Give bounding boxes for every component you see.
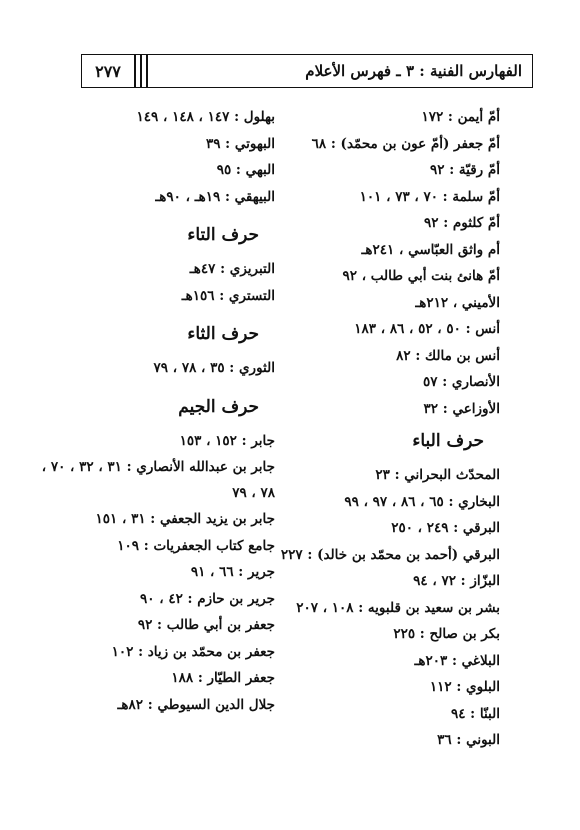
index-entry: أنس بن مالك : ٨٢ <box>396 347 500 364</box>
index-entry: أمّ سلمة : ٧٠ ، ٧٣ ، ١٠١ <box>359 188 500 205</box>
index-entry: البخاري : ٦٥ ، ٨٦ ، ٩٧ ، ٩٩ <box>344 493 500 510</box>
index-entry: البلاغي : ٢٠٣هـ <box>414 652 500 669</box>
section-heading-jim: حرف الجيم <box>178 396 259 417</box>
index-entry: أمّ أيمن : ١٧٢ <box>421 109 500 125</box>
index-entry: أمّ هانئ بنت أبي طالب ، ٩٢ <box>342 268 500 284</box>
index-entry: أم واثق العبّاسي ، ٢٤١هـ <box>361 241 500 258</box>
index-entry: البلوي : ١١٢ <box>429 679 500 695</box>
index-entry: البنّا : ٩٤ <box>450 705 500 722</box>
header-divider <box>134 55 136 87</box>
index-entry: جلال الدين السيوطي : ٨٢هـ <box>117 696 275 713</box>
index-entry: بهلول : ١٤٧ ، ١٤٨ ، ١٤٩ <box>136 109 275 125</box>
index-entry: أمّ رقيّة : ٩٢ <box>430 162 500 178</box>
index-entry: أنس : ٥٠ ، ٥٢ ، ٨٦ ، ١٨٣ <box>354 321 500 337</box>
index-entry: جعفر بن محمّد بن زياد : ١٠٢ <box>111 643 275 660</box>
index-entry: الأوزاعي : ٣٢ <box>423 400 500 417</box>
index-entry: جرير : ٦٦ ، ٩١ <box>190 564 275 580</box>
index-entry: أمّ كلثوم : ٩٢ <box>423 215 500 231</box>
index-entry: البوني : ٣٦ <box>437 732 500 748</box>
index-entry: البهي : ٩٥ <box>216 162 275 178</box>
index-entry: أمّ جعفر (أمّ عون بن محمّد) : ٦٨ <box>311 135 500 152</box>
header-divider <box>140 55 142 87</box>
index-entry: البهوتي : ٣٩ <box>205 135 275 152</box>
index-entry: البرقي : ٢٤٩ ، ٢٥٠ <box>391 520 500 536</box>
index-entry: الثوري : ٣٥ ، ٧٨ ، ٧٩ <box>153 360 275 376</box>
index-entry: بشر بن سعيد بن قلبويه : ١٠٨ ، ٢٠٧ <box>296 599 500 616</box>
index-entry: جابر بن عبدالله الأنصاري : ٣١ ، ٣٢ ، ٧٠ ، ٧٨ ، ٧٩ <box>41 459 275 501</box>
index-entry: البيهقي : ١٩هـ ، ٩٠هـ <box>155 188 275 205</box>
index-entry: جعفر بن أبي طالب : ٩٢ <box>137 617 275 633</box>
page-number: ٢٧٧ <box>95 61 121 81</box>
section-heading-tha: حرف الثاء <box>187 324 259 344</box>
index-column-right <box>250 104 500 754</box>
page-header <box>81 54 533 88</box>
index-column-left <box>35 104 275 718</box>
index-entry: التبريزي : ٤٧هـ <box>189 261 275 277</box>
index-entry: البرقي (أحمد بن محمّد بن خالد) : ٢٢٧ <box>280 546 500 563</box>
page-title: الفهارس الفنية : ٣ ـ فهرس الأعلام <box>305 62 522 80</box>
index-entry: جامع كتاب الجعفريات : ١٠٩ <box>117 537 275 554</box>
index-entry: جعفر الطيّار : ١٨٨ <box>171 670 275 686</box>
index-entry: التستري : ١٥٦هـ <box>181 287 275 304</box>
index-entry: بكر بن صالح : ٢٢٥ <box>393 626 500 642</box>
index-entry: المحدّث البحراني : ٢٣ <box>375 467 500 483</box>
index-entry: البزّاز : ٧٢ ، ٩٤ <box>413 573 500 589</box>
section-heading-ba: حرف الباء <box>412 431 484 451</box>
index-entry: جابر : ١٥٢ ، ١٥٣ <box>179 432 275 449</box>
index-entry: الأميني ، ٢١٢هـ <box>415 294 500 311</box>
index-entry: جرير بن حازم : ٤٢ ، ٩٠ <box>140 590 275 607</box>
index-entry: جابر بن يزيد الجعفي : ٣١ ، ١٥١ <box>95 511 275 527</box>
header-divider <box>146 55 148 87</box>
section-heading-ta: حرف التاء <box>187 225 259 245</box>
index-entry: الأنصاري : ٥٧ <box>422 374 500 390</box>
